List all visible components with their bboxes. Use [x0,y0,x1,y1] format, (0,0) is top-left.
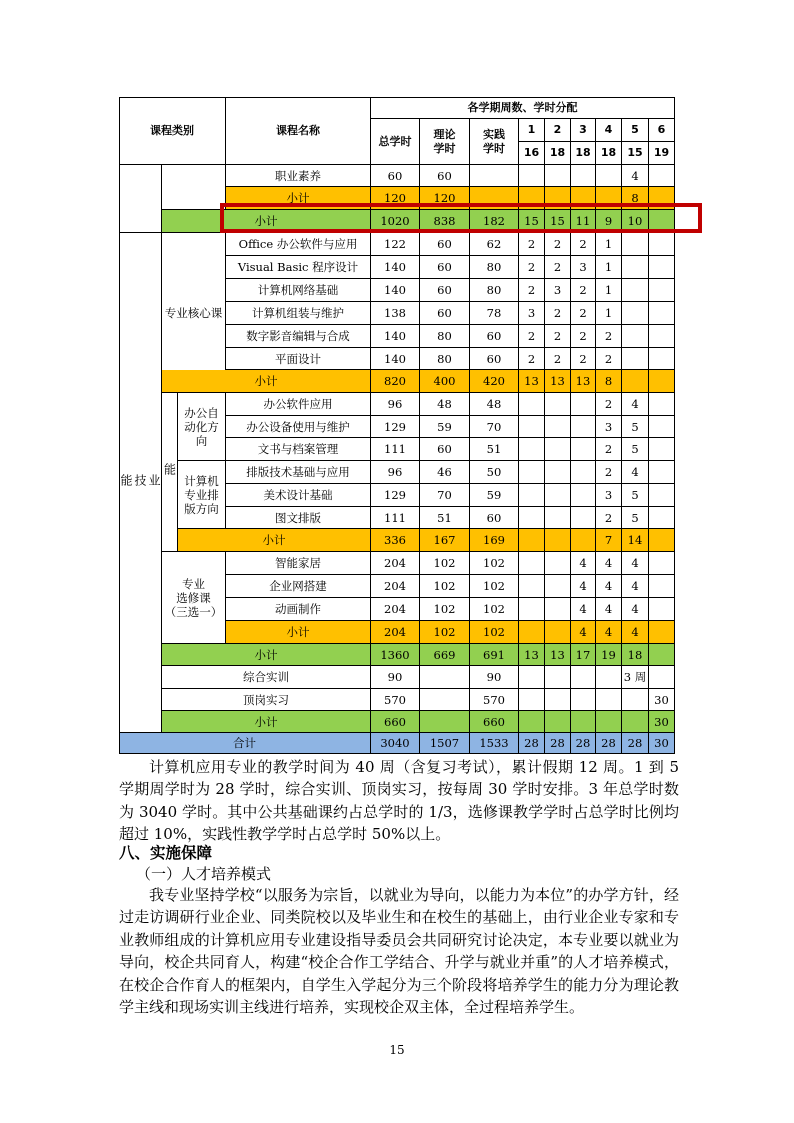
value-cell: 1360 [371,644,420,666]
header-weeks-3: 18 [571,142,596,165]
header-course-category: 课程类别 [119,97,226,165]
value-cell: 2 [545,325,571,348]
value-cell: 400 [420,370,470,393]
value-cell: 59 [470,484,519,507]
value-cell: 1533 [470,733,519,754]
header-practice-hours: 实践 学时 [470,119,519,165]
header-semester-4: 4 [596,119,622,142]
value-cell: 4 [596,552,622,575]
value-cell: 8 [622,187,649,210]
value-cell: 13 [519,644,545,666]
course-name-cell: 顶岗实习 [162,689,371,711]
value-cell [622,325,649,348]
value-cell: 60 [470,348,519,370]
category-core-courses: 专业核心课 [162,233,226,393]
value-cell [519,393,545,416]
course-name-cell: 图文排版 [226,507,371,529]
value-cell [571,393,596,416]
value-cell: 420 [470,370,519,393]
value-cell [545,484,571,507]
header-weeks-2: 18 [545,142,571,165]
value-cell: 60 [420,256,470,279]
value-cell [649,416,675,438]
page-number: 15 [389,1043,405,1057]
value-cell: 2 [519,256,545,279]
course-name-cell: 小计 [162,370,371,393]
value-cell: 4 [622,552,649,575]
value-cell: 60 [420,279,470,302]
value-cell [519,438,545,461]
value-cell [596,711,622,733]
course-name-cell: 办公软件应用 [226,393,371,416]
value-cell [622,302,649,325]
value-cell [519,529,545,552]
value-cell: 11 [571,210,596,233]
course-name-cell: 综合实训 [162,666,371,689]
value-cell: 102 [470,552,519,575]
value-cell [545,438,571,461]
header-weeks-4: 18 [596,142,622,165]
course-name-cell: 小计 [162,644,371,666]
course-name-cell: 动画制作 [226,598,371,621]
value-cell: 60 [420,438,470,461]
value-cell [649,529,675,552]
value-cell: 4 [622,461,649,484]
value-cell [519,711,545,733]
value-cell: 7 [596,529,622,552]
value-cell: 14 [622,529,649,552]
value-cell: 60 [420,302,470,325]
section-heading: 八、实施保障 [119,844,213,862]
value-cell [519,575,545,598]
value-cell: 4 [571,621,596,644]
value-cell: 3 [545,279,571,302]
value-cell [420,666,470,689]
value-cell: 5 [622,507,649,529]
header-weeks-6: 19 [649,142,675,165]
category-professional-skill: 业 技 能 [119,233,162,733]
value-cell: 96 [371,393,420,416]
paragraph-text: 计算机应用专业的教学时间为 40 周（含复习考试），累计假期 12 周。1 到 5 学期周学时为 28 学时，综合实训、顶岗实习，按每周 30 学时安排。3 年总学时数为 3040 学时。其中公共基础课约占总学时的 1/3，选修课教学学时占总学时比例均超过 10%，实践性教学学时占总学时 50%以上。 [119,758,679,844]
value-cell: 80 [420,348,470,370]
course-name-cell: 合计 [119,733,371,754]
course-name-cell: 美术设计基础 [226,484,371,507]
value-cell [649,279,675,302]
value-cell [571,461,596,484]
header-weeks-1: 16 [519,142,545,165]
value-cell: 28 [571,733,596,754]
value-cell: 4 [622,598,649,621]
value-cell: 19 [596,644,622,666]
value-cell: 1507 [420,733,470,754]
course-name-cell: Visual Basic 程序设计 [226,256,371,279]
course-name-cell: 文书与档案管理 [226,438,371,461]
value-cell: 2 [519,279,545,302]
value-cell: 838 [420,210,470,233]
course-name-cell: 办公设备使用与维护 [226,416,371,438]
course-name-cell: 职业素养 [226,165,371,187]
value-cell: 660 [371,711,420,733]
value-cell: 5 [622,438,649,461]
header-weeks-5: 15 [622,142,649,165]
value-cell [649,438,675,461]
value-cell: 30 [649,689,675,711]
header-course-name: 课程名称 [226,97,371,165]
value-cell: 28 [545,733,571,754]
value-cell: 51 [470,438,519,461]
value-cell: 1 [596,279,622,302]
highlight-box [220,203,702,233]
value-cell: 2 [571,348,596,370]
value-cell: 102 [420,621,470,644]
value-cell: 10 [622,210,649,233]
course-name-cell: 小计 [226,187,371,210]
value-cell [571,689,596,711]
course-name-cell: 小计 [162,711,371,733]
course-name-cell: 计算机网络基础 [226,279,371,302]
value-cell: 2 [571,233,596,256]
course-name-cell: 数字影音编辑与合成 [226,325,371,348]
value-cell: 28 [622,733,649,754]
value-cell: 4 [622,575,649,598]
value-cell: 90 [470,666,519,689]
value-cell: 70 [420,484,470,507]
value-cell: 80 [420,325,470,348]
value-cell [649,165,675,187]
value-cell [545,165,571,187]
value-cell [649,302,675,325]
course-name-cell: 计算机组装与维护 [226,302,371,325]
value-cell [571,507,596,529]
value-cell: 3 [596,416,622,438]
value-cell: 1 [596,302,622,325]
value-cell: 59 [420,416,470,438]
value-cell: 2 [545,233,571,256]
value-cell [596,165,622,187]
category-direction-courses: 能 [162,393,178,552]
value-cell: 167 [420,529,470,552]
value-cell [571,438,596,461]
value-cell: 4 [596,575,622,598]
value-cell [519,461,545,484]
value-cell: 60 [371,165,420,187]
value-cell: 3 [571,256,596,279]
value-cell: 102 [470,598,519,621]
header-semester-distribution: 各学期周数、学时分配 [371,97,675,119]
category-typesetting: 计算机 专业排 版方向 [178,461,226,529]
value-cell [545,598,571,621]
value-cell: 140 [371,348,420,370]
course-name-cell: 智能家居 [226,552,371,575]
value-cell: 2 [596,393,622,416]
value-cell: 204 [371,575,420,598]
value-cell [622,711,649,733]
value-cell: 102 [470,621,519,644]
value-cell [649,393,675,416]
value-cell: 1020 [371,210,420,233]
value-cell: 129 [371,416,420,438]
value-cell: 17 [571,644,596,666]
value-cell [649,325,675,348]
header-semester-6: 6 [649,119,675,142]
value-cell [519,552,545,575]
value-cell [622,348,649,370]
value-cell: 4 [622,621,649,644]
value-cell: 62 [470,233,519,256]
value-cell: 2 [519,325,545,348]
value-cell: 120 [420,187,470,210]
paragraph-text: 我专业坚持学校“以服务为宗旨，以就业为导向，以能力为本位”的办学方针，经过走访调研行业企业、同类院校以及毕业生和在校生的基础上，由行业企业专家和专业教师组成的计算机应用专业建设指导委员会共同研究讨论决定，本专业要以就业为导向，校企共同育人，构建“校企合作工学结合、升学与就业并重”的人才培养模式，在校企合作育人的框架内，自学生入学起分为三个阶段将培养学生的能力分为理论教学主线和现场实训主线进行培养，实现校企双主体，全过程培养学生。 [119,886,679,1017]
value-cell: 169 [470,529,519,552]
value-cell: 336 [371,529,420,552]
value-cell: 60 [470,507,519,529]
value-cell: 4 [571,575,596,598]
value-cell: 1 [596,233,622,256]
value-cell: 140 [371,325,420,348]
value-cell [519,416,545,438]
value-cell: 138 [371,302,420,325]
course-name-cell: 排版技术基础与应用 [226,461,371,484]
value-cell: 204 [371,552,420,575]
value-cell [545,529,571,552]
category-block-public [119,165,162,233]
value-cell: 3 周 [622,666,649,689]
paragraph-teaching-time [119,756,679,846]
value-cell: 50 [470,461,519,484]
value-cell: 691 [470,644,519,666]
value-cell: 204 [371,621,420,644]
value-cell [571,711,596,733]
value-cell [545,689,571,711]
value-cell: 102 [470,575,519,598]
value-cell: 102 [420,552,470,575]
value-cell [545,621,571,644]
value-cell: 5 [622,484,649,507]
course-name-cell: 小计 [226,621,371,644]
value-cell: 4 [622,165,649,187]
value-cell [649,233,675,256]
value-cell: 30 [649,733,675,754]
value-cell [649,666,675,689]
value-cell: 15 [545,210,571,233]
value-cell: 111 [371,438,420,461]
value-cell: 2 [519,348,545,370]
header-total-hours: 总学时 [371,119,420,165]
value-cell [545,507,571,529]
value-cell [622,233,649,256]
value-cell: 30 [649,711,675,733]
value-cell: 90 [371,666,420,689]
value-cell: 80 [470,279,519,302]
value-cell [545,461,571,484]
value-cell [545,393,571,416]
value-cell [571,484,596,507]
value-cell: 140 [371,256,420,279]
value-cell: 2 [596,325,622,348]
value-cell [649,575,675,598]
value-cell: 660 [470,711,519,733]
value-cell [519,689,545,711]
value-cell [545,575,571,598]
value-cell: 102 [420,598,470,621]
value-cell: 13 [545,644,571,666]
value-cell: 2 [545,302,571,325]
value-cell [545,552,571,575]
value-cell [622,689,649,711]
value-cell: 4 [622,393,649,416]
value-cell: 570 [371,689,420,711]
value-cell [649,348,675,370]
value-cell: 2 [596,461,622,484]
value-cell: 70 [470,416,519,438]
header-theory-hours: 理论 学时 [420,119,470,165]
value-cell [519,621,545,644]
value-cell: 820 [371,370,420,393]
value-cell: 46 [420,461,470,484]
value-cell: 48 [420,393,470,416]
value-cell: 122 [371,233,420,256]
course-name-cell: 平面设计 [226,348,371,370]
value-cell: 96 [371,461,420,484]
value-cell: 5 [622,416,649,438]
value-cell: 120 [371,187,420,210]
header-semester-1: 1 [519,119,545,142]
paragraph-training-model [119,884,679,1018]
value-cell: 13 [571,370,596,393]
value-cell: 78 [470,302,519,325]
value-cell [649,644,675,666]
value-cell [420,689,470,711]
value-cell [622,279,649,302]
value-cell: 2 [596,348,622,370]
value-cell: 129 [371,484,420,507]
course-name-cell: 企业网搭建 [226,575,371,598]
value-cell: 8 [596,370,622,393]
value-cell [571,529,596,552]
value-cell: 102 [420,575,470,598]
value-cell: 13 [519,370,545,393]
value-cell [649,461,675,484]
value-cell: 2 [545,348,571,370]
value-cell: 13 [545,370,571,393]
value-cell [649,370,675,393]
value-cell: 60 [470,325,519,348]
value-cell: 2 [596,507,622,529]
value-cell: 2 [519,233,545,256]
value-cell [470,165,519,187]
category-office-automation: 办公自 动化方 向 [178,393,226,461]
value-cell: 60 [420,165,470,187]
value-cell: 28 [596,733,622,754]
value-cell: 3 [519,302,545,325]
category-block-sub [162,165,226,210]
value-cell [545,666,571,689]
value-cell [420,711,470,733]
value-cell [596,689,622,711]
value-cell [545,711,571,733]
value-cell [649,484,675,507]
value-cell [649,507,675,529]
value-cell: 1 [596,256,622,279]
value-cell: 669 [420,644,470,666]
value-cell: 204 [371,598,420,621]
value-cell: 2 [571,302,596,325]
value-cell: 570 [470,689,519,711]
value-cell [649,598,675,621]
category-elective-courses: 专业 选修课 （三选一） [162,552,226,644]
value-cell: 4 [571,598,596,621]
value-cell: 51 [420,507,470,529]
header-semester-2: 2 [545,119,571,142]
value-cell: 4 [596,621,622,644]
value-cell: 2 [596,438,622,461]
subsection-heading: （一）人才培养模式 [136,865,272,883]
value-cell: 18 [622,644,649,666]
value-cell [571,416,596,438]
value-cell [571,666,596,689]
value-cell: 9 [596,210,622,233]
value-cell: 2 [545,256,571,279]
value-cell [649,256,675,279]
value-cell [519,598,545,621]
value-cell: 182 [470,210,519,233]
value-cell: 28 [519,733,545,754]
value-cell: 140 [371,279,420,302]
value-cell [519,165,545,187]
value-cell [622,370,649,393]
value-cell [649,552,675,575]
value-cell: 80 [470,256,519,279]
value-cell: 2 [571,279,596,302]
course-name-cell: 小计 [162,210,371,233]
value-cell [545,416,571,438]
header-semester-5: 5 [622,119,649,142]
value-cell: 111 [371,507,420,529]
value-cell: 2 [571,325,596,348]
value-cell [519,507,545,529]
value-cell: 4 [571,552,596,575]
value-cell: 3 [596,484,622,507]
value-cell: 15 [519,210,545,233]
value-cell [519,484,545,507]
value-cell: 3040 [371,733,420,754]
header-semester-3: 3 [571,119,596,142]
value-cell [571,165,596,187]
value-cell [649,621,675,644]
value-cell: 60 [420,233,470,256]
value-cell: 4 [596,598,622,621]
course-name-cell: Office 办公软件与应用 [226,233,371,256]
value-cell [596,666,622,689]
value-cell: 48 [470,393,519,416]
value-cell [622,256,649,279]
course-name-cell: 小计 [178,529,371,552]
value-cell [519,666,545,689]
